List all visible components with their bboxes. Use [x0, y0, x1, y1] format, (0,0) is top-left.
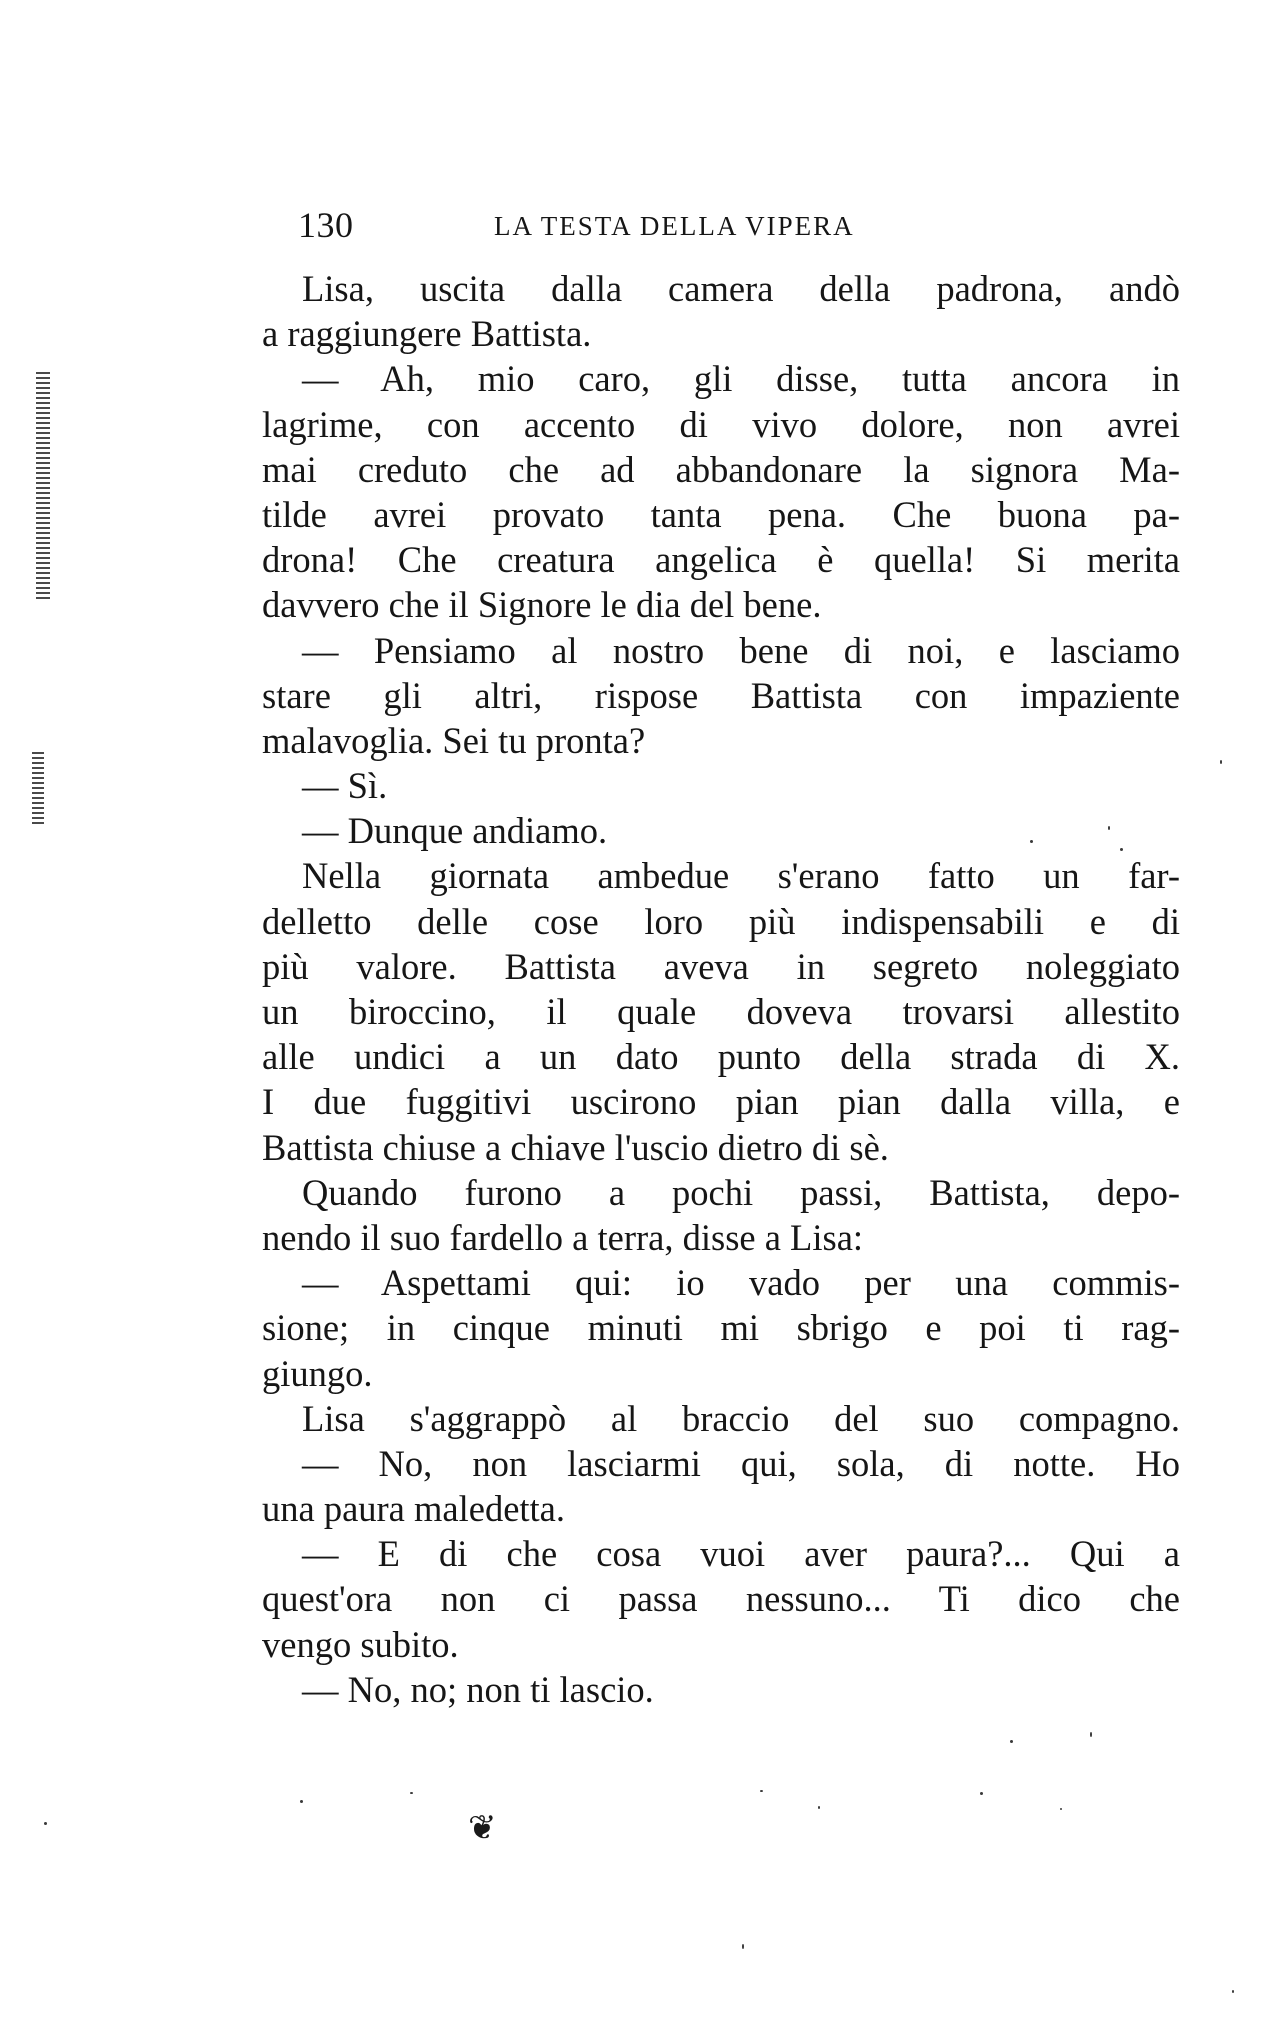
body-text	[262, 266, 1180, 1712]
scan-speck	[1010, 1740, 1013, 1743]
text-line: — No, no; non ti lascio.	[302, 1668, 654, 1710]
scan-speck	[818, 1806, 820, 1809]
text-line: quest'ora non ci passa nessuno... Ti dico che	[262, 1578, 1180, 1620]
scan-speck	[1120, 848, 1123, 851]
scan-speck	[1090, 1732, 1092, 1737]
text-line: delletto delle cose loro più indispensabili e di	[262, 900, 1180, 942]
scan-margin-stain	[32, 752, 44, 824]
text-line: sione; in cinque minuti mi sbrigo e poi ti rag-	[262, 1307, 1180, 1349]
ornament-icon: ❦	[468, 1808, 497, 1848]
text-line: — Sì.	[302, 765, 388, 807]
scan-margin-stain	[36, 372, 50, 600]
text-line: vengo subito.	[262, 1623, 459, 1665]
scan-speck	[742, 1944, 744, 1949]
text-line: malavoglia. Sei tu pronta?	[262, 719, 646, 761]
text-line: lagrime, con accento di vivo dolore, non avrei	[262, 403, 1180, 445]
page-number: 130	[298, 205, 354, 245]
text-line: — Pensiamo al nostro bene di noi, e lasciamo	[302, 629, 1180, 671]
running-title: LA TESTA DELLA VIPERA	[494, 211, 855, 241]
text-line: una paura maledetta.	[262, 1488, 565, 1530]
scan-speck	[1232, 1990, 1234, 1993]
text-line: — No, non lasciarmi qui, sola, di notte. Ho	[302, 1442, 1180, 1484]
scan-speck	[44, 1822, 47, 1825]
text-line: più valore. Battista aveva in segreto noleggiato	[262, 945, 1180, 987]
text-line: Lisa s'aggrappò al braccio del suo compagno.	[302, 1397, 1180, 1439]
scan-speck	[1030, 840, 1033, 843]
page-header	[298, 200, 1198, 250]
text-line: tilde avrei provato tanta pena. Che buona pa-	[262, 493, 1180, 535]
text-line: alle undici a un dato punto della strada di X.	[262, 1036, 1180, 1078]
text-line: un biroccino, il quale doveva trovarsi allestito	[262, 991, 1180, 1032]
text-line: mai creduto che ad abbandonare la signora Ma-	[262, 448, 1180, 490]
scan-speck	[300, 1800, 303, 1803]
text-line: Battista chiuse a chiave l'uscio dietro di sè.	[262, 1126, 889, 1168]
scan-speck	[410, 1792, 413, 1794]
text-line: stare gli altri, rispose Battista con impaziente	[262, 674, 1180, 716]
text-line: — Ah, mio caro, gli disse, tutta ancora in	[302, 358, 1180, 400]
text-line: I due fuggitivi uscirono pian pian dalla villa, e	[262, 1081, 1180, 1123]
text-line: Nella giornata ambedue s'erano fatto un far-	[302, 855, 1180, 897]
scan-speck	[1108, 826, 1110, 830]
scan-speck	[760, 1790, 763, 1792]
text-line: — Dunque andiamo.	[302, 810, 608, 852]
text-line: Lisa, uscita dalla camera della padrona, andò	[302, 268, 1180, 309]
text-line: drona! Che creatura angelica è quella! Si merita	[262, 539, 1180, 581]
scan-speck	[980, 1792, 983, 1795]
text-line: Quando furono a pochi passi, Battista, depo-	[302, 1171, 1180, 1213]
text-line: davvero che il Signore le dia del bene.	[262, 584, 822, 626]
text-line: a raggiungere Battista.	[262, 313, 592, 355]
scan-speck	[1060, 1808, 1062, 1810]
text-line: nendo il suo fardello a terra, disse a Lisa:	[262, 1216, 864, 1258]
text-line: — E di che cosa vuoi aver paura?... Qui a	[302, 1533, 1180, 1575]
text-line: giungo.	[262, 1352, 373, 1394]
text-line: — Aspettami qui: io vado per una commis-	[302, 1262, 1180, 1304]
scan-speck	[1220, 760, 1222, 764]
